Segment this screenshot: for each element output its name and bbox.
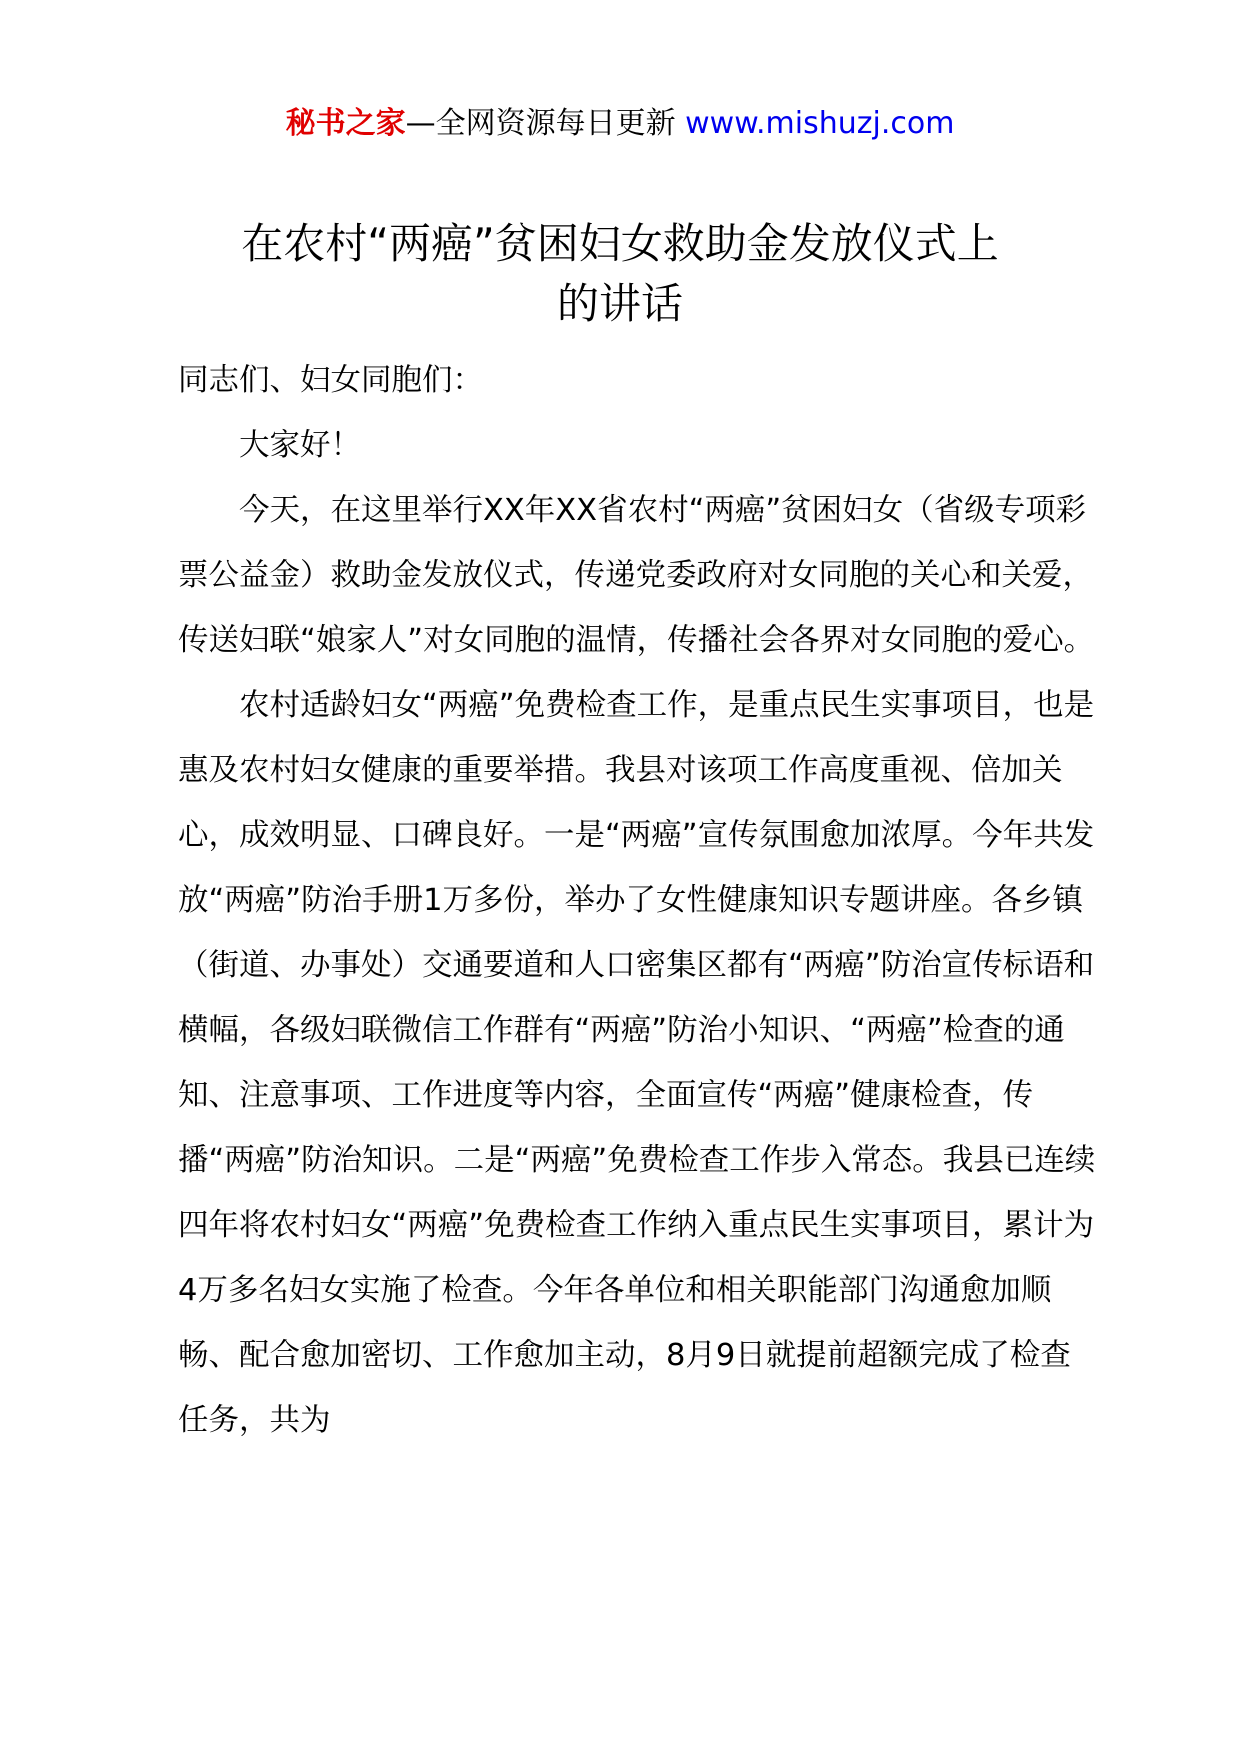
title-line-2: 的讲话 <box>556 279 683 328</box>
document-title <box>150 214 1090 334</box>
title-line-1: 在农村“两癌”贫困妇女救助金发放仪式上 <box>241 219 999 268</box>
greeting: 大家好！ <box>239 428 361 463</box>
site-header <box>0 104 1240 144</box>
paragraph-1: 今天，在这里举行XX年XX省农村“两癌”贫困妇女（省级专项彩票公益金）救助金发放仪式，传递党委政府对女同胞的关心和关爱，传送妇联“娘家人”对女同胞的温情，传播社会各界对女同胞的爱心。 <box>178 493 1095 658</box>
site-url-link[interactable]: www.mishuzj.com <box>685 106 955 141</box>
site-tagline: —全网资源每日更新 <box>405 106 676 141</box>
paragraph-2: 农村适龄妇女“两癌”免费检查工作，是重点民生实事项目，也是惠及农村妇女健康的重要举措。我县对该项工作高度重视、倍加关心，成效明显、口碑良好。一是“两癌”宣传氛围愈加浓厚。今年共发放“两癌”防治手册1万多份，举办了女性健康知识专题讲座。各乡镇（街道、办事处）交通要道和人口密集区都有“两癌”防治宣传标语和横幅，各级妇联微信工作群有“两癌”防治小知识、“两癌”检查的通知、注意事项、工作进度等内容，全面宣传“两癌”健康检查，传播“两癌”防治知识。二是“两癌”免费检查工作步入常态。我县已连续四年将农村妇女“两癌”免费检查工作纳入重点民生实事项目，累计为4万多名妇女实施了检查。今年各单位和相关职能部门沟通愈加顺畅、配合愈加密切、工作愈加主动，8月9日就提前超额完成了检查任务，共为 <box>178 688 1096 1438</box>
document-body <box>178 348 1098 1453</box>
site-brand: 秘书之家 <box>285 106 406 141</box>
salutation: 同志们、妇女同胞们： <box>178 363 483 398</box>
